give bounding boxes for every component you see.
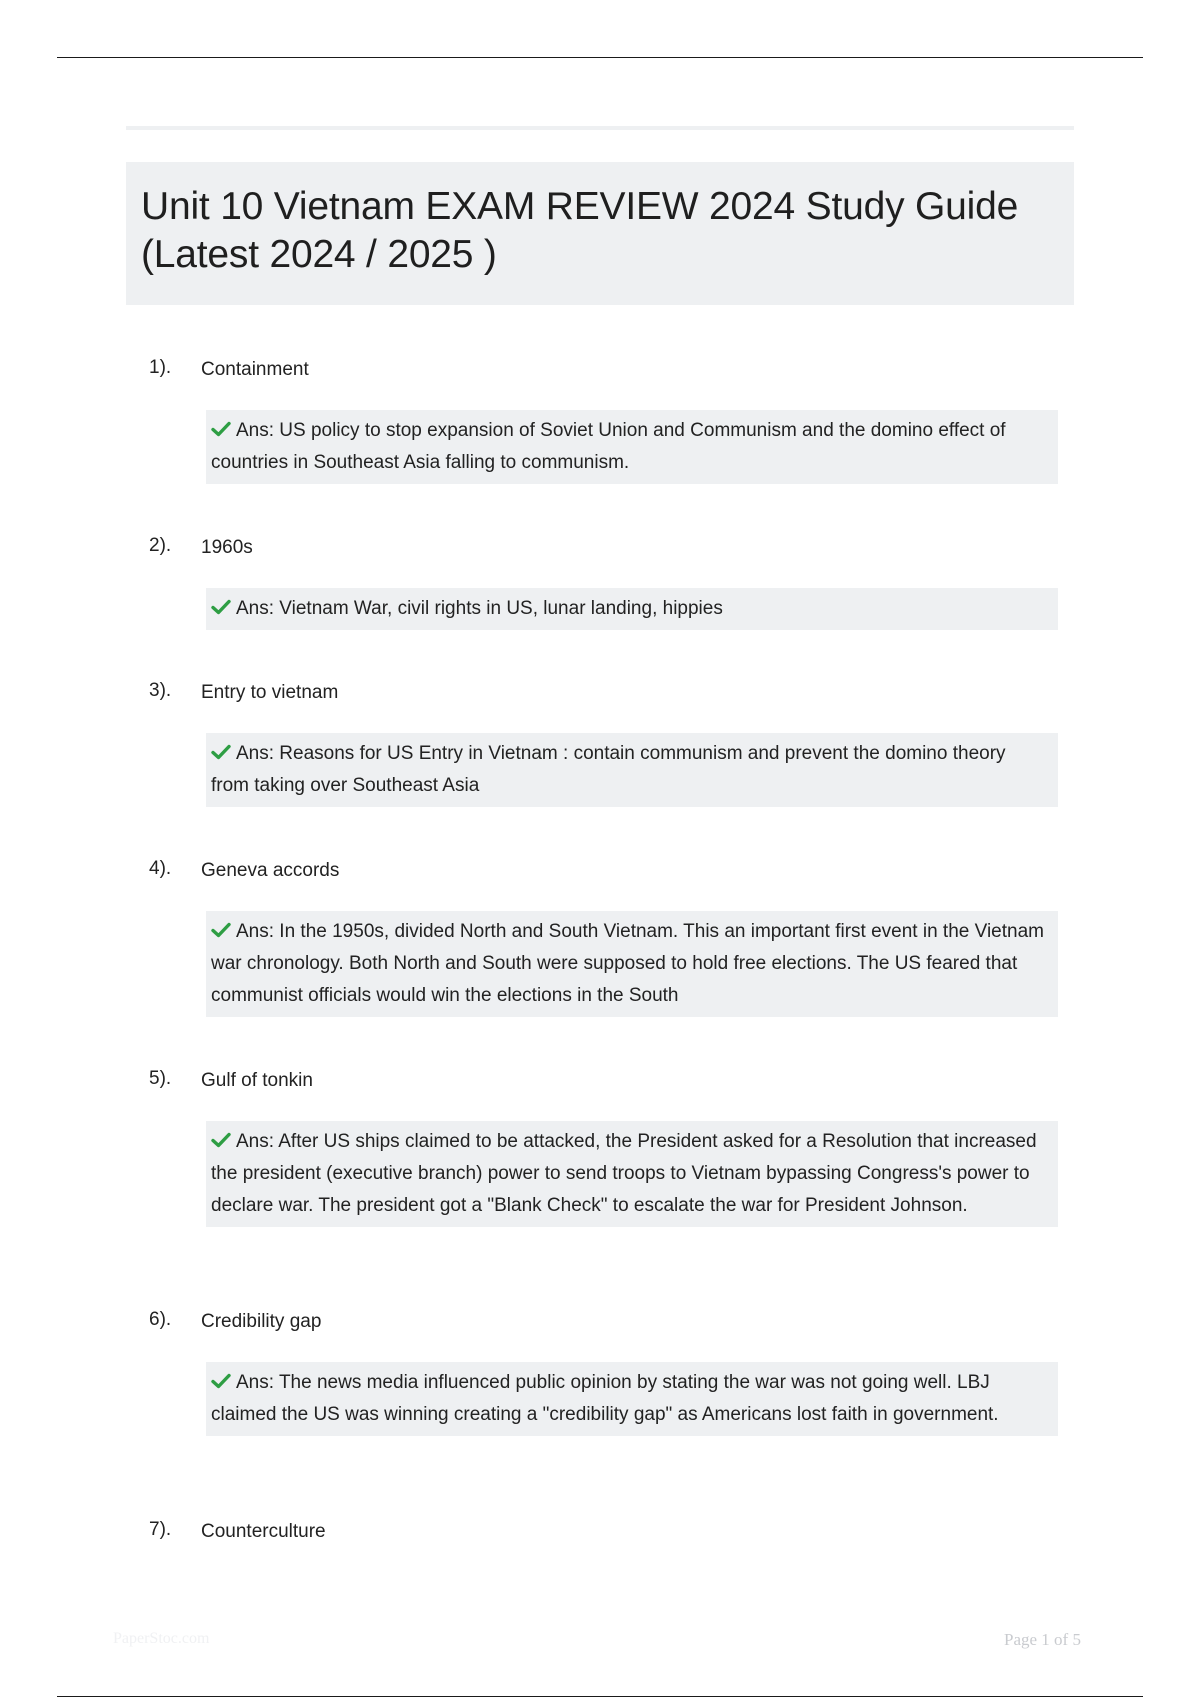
answer-box [206, 733, 1058, 807]
answer-box [206, 911, 1058, 1017]
question-number: 7). [149, 1519, 172, 1540]
answer-text: Ans: In the 1950s, divided North and South Vietnam. This an important first event in the Vietnam war chronology. Both North and South were supposed to hold free elections. The US feared that communist officials would win the elections in the South [211, 921, 1044, 1006]
top-rule [57, 57, 1143, 58]
answer-box [206, 1362, 1058, 1436]
question-number: 5). [149, 1068, 172, 1089]
answer-text: Ans: US policy to stop expansion of Soviet Union and Communism and the domino effect of countries in Southeast Asia falling to communism. [211, 420, 1006, 473]
question-number: 4). [149, 858, 172, 879]
answer-box [206, 410, 1058, 484]
answer-text: Ans: After US ships claimed to be attacked, the President asked for a Resolution that increased the president (executive branch) power to send troops to Vietnam bypassing Congress's power to declare war. The president got a "Blank Check" to escalate the war for President Johnson. [211, 1131, 1037, 1216]
checkmark-icon [211, 922, 231, 938]
checkmark-icon [211, 1373, 231, 1389]
answer-text: Ans: Reasons for US Entry in Vietnam : contain communism and prevent the domino theory from taking over Southeast Asia [211, 743, 1006, 796]
question-term: Geneva accords [201, 860, 340, 881]
question-number: 3). [149, 680, 172, 701]
answer-text: Ans: Vietnam War, civil rights in US, lunar landing, hippies [236, 598, 723, 619]
question-term: 1960s [201, 537, 253, 558]
bottom-rule [57, 1696, 1143, 1697]
question-number: 1). [149, 357, 172, 378]
answer-box [206, 588, 1058, 630]
answer-box [206, 1121, 1058, 1227]
question-term: Credibility gap [201, 1311, 322, 1332]
checkmark-icon [211, 744, 231, 760]
answer-text: Ans: The news media influenced public opinion by stating the war was not going well. LBJ claimed the US was winning creating a "credibility gap" as Americans lost faith in government. [211, 1372, 999, 1425]
question-term: Entry to vietnam [201, 682, 339, 703]
checkmark-icon [211, 1132, 231, 1148]
document-title: Unit 10 Vietnam EXAM REVIEW 2024 Study Guide (Latest 2024 / 2025 ) [141, 185, 1019, 276]
question-term: Counterculture [201, 1521, 326, 1542]
question-number: 2). [149, 535, 172, 556]
page-number: Page 1 of 5 [1004, 1630, 1081, 1649]
watermark-text: PaperStoc.com [113, 1630, 210, 1647]
checkmark-icon [211, 599, 231, 615]
question-number: 6). [149, 1309, 172, 1330]
header-separator [126, 126, 1074, 130]
question-term: Containment [201, 359, 309, 380]
checkmark-icon [211, 421, 231, 437]
question-term: Gulf of tonkin [201, 1070, 313, 1091]
title-banner [126, 162, 1074, 305]
